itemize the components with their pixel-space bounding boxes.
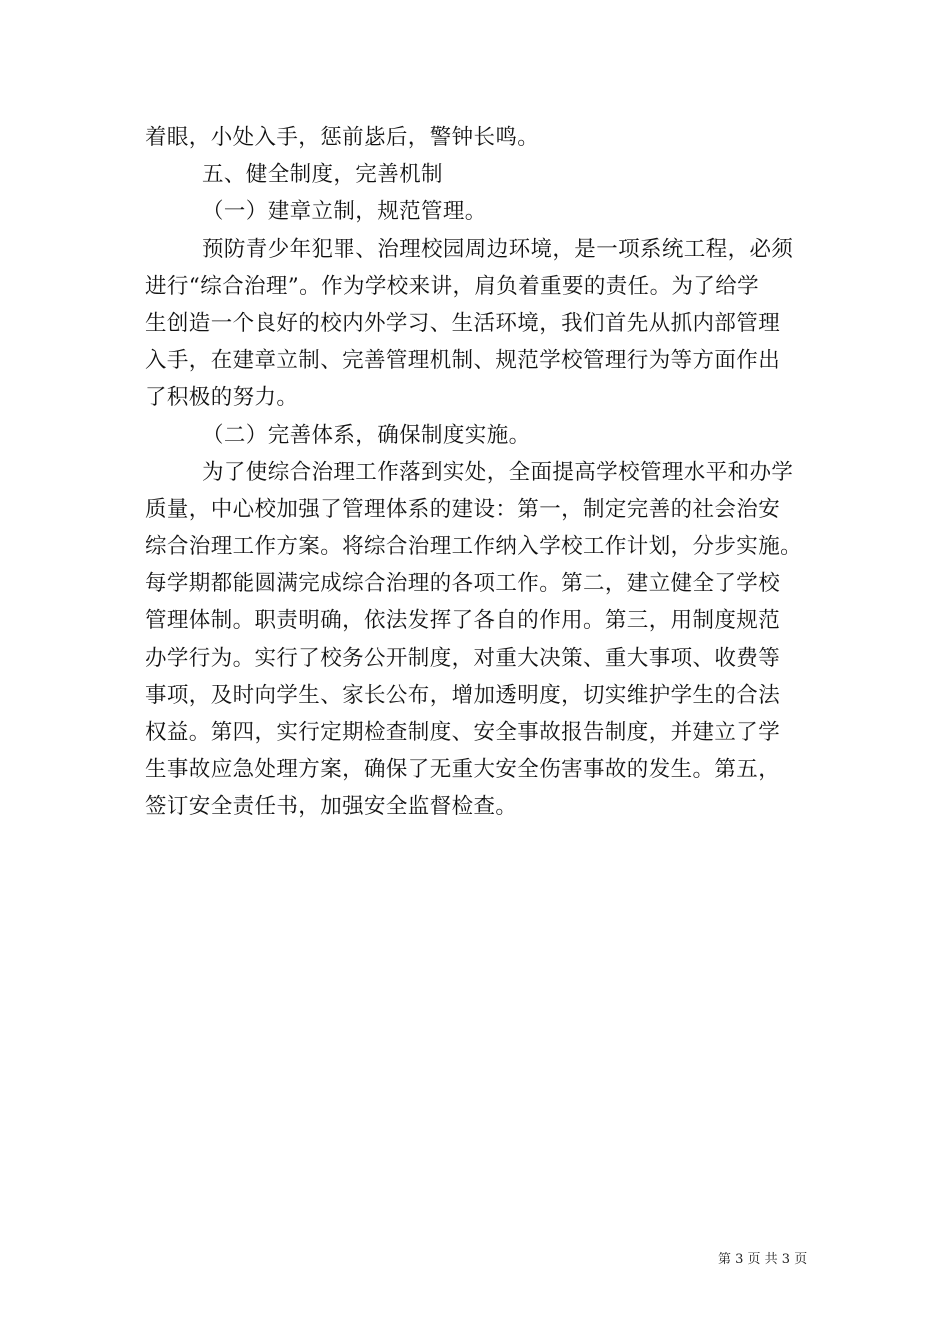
text-line: 预防青少年犯罪、治理校园周边环境，是一项系统工程，必须 (202, 236, 794, 262)
text-line: 权益。第四，实行定期检查制度、安全事故报告制度，并建立了学 (145, 720, 781, 745)
text-line: 质量，中心校加强了管理体系的建设：第一，制定完善的社会治安 (145, 496, 781, 522)
body-text (145, 119, 845, 826)
text-line: 每学期都能圆满完成综合治理的各项工作。第二，建立健全了学校 (145, 571, 781, 597)
text-line: 管理体制。职责明确，依法发挥了各自的作用。第三，用制度规范 (145, 608, 781, 634)
text-line: 生事故应急处理方案，确保了无重大安全伤害事故的发生。第五， (145, 757, 781, 783)
text-line: 生创造一个良好的校内外学习、生活环境，我们首先从抓内部管理 (145, 310, 781, 336)
text-line: 着眼，小处入手，惩前毖后，警钟长鸣。 (145, 125, 540, 150)
subsection-heading: （一）建章立制，规范管理。 (202, 199, 487, 225)
subsection-heading: （二）完善体系，确保制度实施。 (202, 422, 531, 448)
text-line: 了积极的努力。 (145, 385, 299, 411)
section-heading: 五、健全制度，完善机制 (202, 162, 443, 188)
text-line: 进行“综合治理”。作为学校来讲，肩负着重要的责任。为了给学 (145, 273, 760, 299)
page-number: 第 3 页 共 3 页 (718, 1252, 808, 1267)
text-line: 入手，在建章立制、完善管理机制、规范学校管理行为等方面作出 (145, 348, 781, 374)
text-line: 事项，及时向学生、家长公布，增加透明度，切实维护学生的合法 (145, 682, 781, 708)
text-line: 办学行为。实行了校务公开制度，对重大决策、重大事项、收费等 (145, 645, 781, 671)
text-line: 为了使综合治理工作落到实处，全面提高学校管理水平和办学 (202, 459, 794, 485)
text-line: 签订安全责任书，加强安全监督检查。 (145, 794, 518, 820)
text-line: 综合治理工作方案。将综合治理工作纳入学校工作计划，分步实施。 (145, 534, 803, 560)
